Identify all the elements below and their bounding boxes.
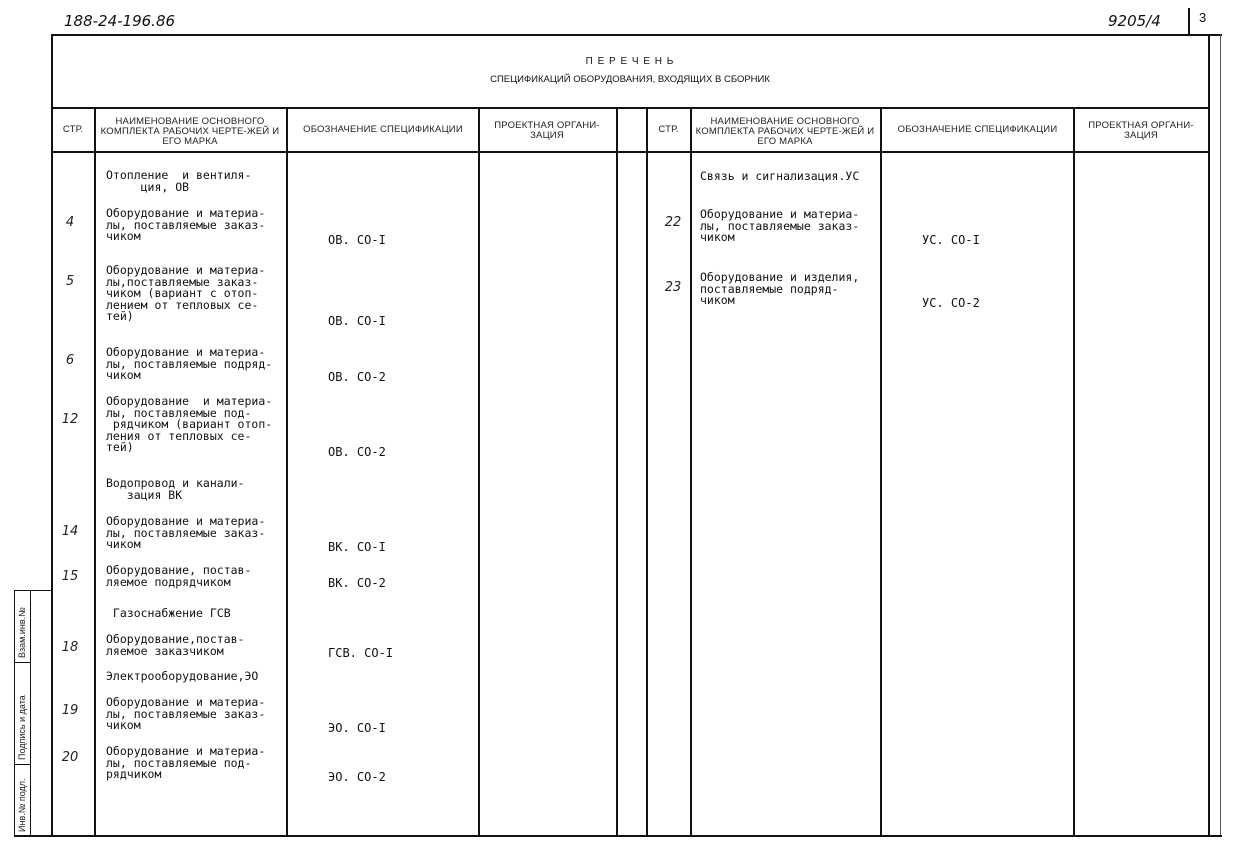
- right-col-line-3: [1073, 107, 1075, 836]
- row-page: 12: [61, 412, 79, 427]
- left-header-designation: ОБОЗНАЧЕНИЕ СПЕЦИФИКАЦИИ: [303, 124, 463, 135]
- row-spec: ОВ. СО-I: [328, 314, 386, 328]
- row-spec: УС. СО-2: [922, 296, 980, 310]
- row-name: Оборудование и материа- лы, поставляемые заказ- чиком: [106, 514, 266, 551]
- row-page: 20: [61, 750, 79, 765]
- row-page: 5: [65, 274, 75, 289]
- left-col-line-2: [286, 107, 288, 836]
- row-page: 15: [61, 569, 79, 584]
- bottom-border: [14, 835, 1222, 837]
- header-divider: [51, 151, 1209, 153]
- row-name: Оборудование и материа- лы, поставляемые под- рядчиком (вариант отоп- ления от тепловых се- тей): [106, 394, 273, 454]
- right-header-designation: ОБОЗНАЧЕНИЕ СПЕЦИФИКАЦИИ: [897, 124, 1058, 135]
- row-page: 4: [65, 215, 75, 230]
- right-header-name: НАИМЕНОВАНИЕ ОСНОВНОГО КОМПЛЕКТА РАБОЧИХ ЧЕРТЕ-ЖЕЙ И ЕГО МАРКА: [695, 116, 875, 147]
- row-page: 19: [61, 703, 79, 718]
- top-edge-line: [1188, 34, 1222, 35]
- row-name: Оборудование и материа- лы, поставляемые подряд- чиком: [106, 345, 273, 382]
- row-name: Оборудование и материа- лы, поставляемые под- рядчиком: [106, 744, 266, 781]
- page-number: 3: [1199, 10, 1207, 25]
- right-border: [1208, 34, 1210, 836]
- row-spec: ВК. СО-I: [328, 540, 386, 554]
- row-name: Связь и сигнализация.УС: [700, 169, 860, 183]
- stamp-sep-1: [14, 662, 31, 663]
- row-name: Оборудование и материа- лы, поставляемые заказ- чиком: [106, 695, 266, 732]
- row-name: Газоснабжение ГСВ: [106, 606, 231, 620]
- outer-right-border: [1220, 34, 1221, 836]
- stamp-label-podpis: Подпись и дата: [17, 695, 27, 760]
- left-col-line-1: [94, 107, 96, 836]
- row-name: Оборудование и материа- лы, поставляемые заказ- чиком: [106, 206, 266, 243]
- list-title: П Е Р Е Ч Е Н Ь: [585, 56, 675, 67]
- row-name: Водопровод и канали- зация ВК: [106, 476, 245, 502]
- row-name: Оборудование,постав- ляемое заказчиком: [106, 632, 245, 658]
- stamp-strip-top: [14, 590, 52, 591]
- row-spec: ЭО. СО-I: [328, 721, 386, 735]
- row-spec: ВК. СО-2: [328, 576, 386, 590]
- row-page: 6: [65, 353, 75, 368]
- left-col-line-3: [478, 107, 480, 836]
- row-spec: ГСВ. СО-I: [328, 646, 394, 660]
- right-header-organization: ПРОЕКТНАЯ ОРГАНИ-ЗАЦИЯ: [1088, 120, 1194, 141]
- row-page: 14: [61, 524, 79, 539]
- row-page: 22: [664, 215, 682, 230]
- right-header-page: СТР.: [658, 124, 679, 135]
- page-box-left: [1188, 8, 1190, 35]
- document-code: 188-24-196.86: [64, 12, 176, 30]
- stamp-strip-inner: [30, 590, 31, 836]
- row-name: Оборудование и изделия, поставляемые подряд- чиком: [700, 270, 860, 307]
- title-divider: [51, 107, 1209, 109]
- right-col-line-0: [646, 107, 648, 836]
- stamp-label-inv: Инв.№ подл.: [17, 778, 27, 832]
- row-spec: ОВ. СО-2: [328, 370, 386, 384]
- row-name: Электрооборудование,ЭО: [106, 669, 259, 683]
- row-name: Оборудование и материа- лы, поставляемые заказ- чиком: [700, 207, 860, 244]
- row-page: 23: [664, 280, 682, 295]
- top-border: [52, 34, 1222, 36]
- row-spec: УС. СО-I: [922, 233, 980, 247]
- row-spec: ЭО. СО-2: [328, 770, 386, 784]
- row-name: Оборудование, постав- ляемое подрядчиком: [106, 563, 252, 589]
- right-col-line-2: [880, 107, 882, 836]
- row-spec: ОВ. СО-I: [328, 233, 386, 247]
- left-col-line-4: [616, 107, 618, 836]
- list-subtitle: СПЕЦИФИКАЦИЙ ОБОРУДОВАНИЯ, ВХОДЯЩИХ В СБОРНИК: [490, 74, 770, 85]
- sheet-code: 9205/4: [1108, 12, 1161, 30]
- stamp-sep-2: [14, 764, 31, 765]
- row-name: Отопление и вентиля- ция, ОВ: [106, 168, 252, 194]
- left-header-page: СТР.: [62, 124, 84, 135]
- stamp-label-vzam: Взам.инв.№: [17, 607, 27, 658]
- stamp-strip-left: [14, 590, 15, 836]
- row-spec: ОВ. СО-2: [328, 445, 386, 459]
- left-header-organization: ПРОЕКТНАЯ ОРГАНИ-ЗАЦИЯ: [494, 120, 600, 141]
- left-header-name: НАИМЕНОВАНИЕ ОСНОВНОГО КОМПЛЕКТА РАБОЧИХ ЧЕРТЕ-ЖЕЙ И ЕГО МАРКА: [100, 116, 280, 147]
- row-name: Оборудование и материа- лы,поставляемые заказ- чиком (вариант с отоп- лением от тепловых се- тей): [106, 263, 266, 323]
- row-page: 18: [61, 640, 79, 655]
